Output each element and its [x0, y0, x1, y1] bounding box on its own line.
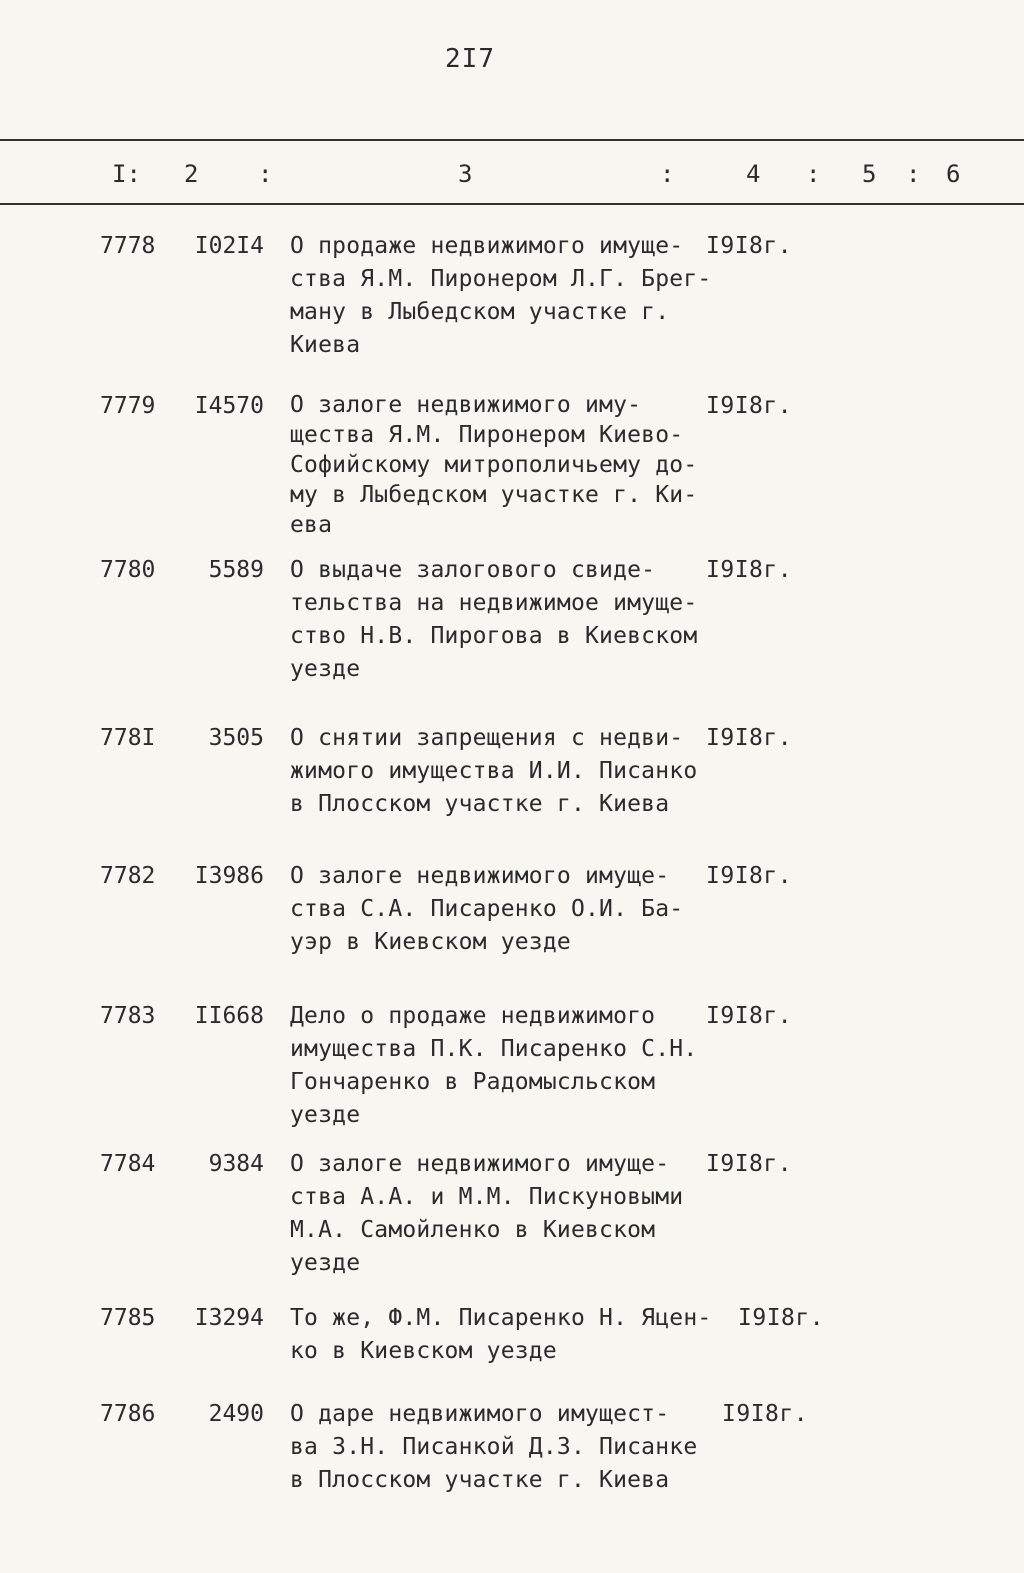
header-col5: 5: [862, 160, 877, 188]
entry-description: О даре недвижимого имущест- ва З.Н. Писанкой Д.З. Писанке в Плосском участке г. Киева: [290, 1401, 698, 1493]
entry-description: Дело о продаже недвижимого имущества П.К. Писаренко С.Н. Гончаренко в Радомысльском уезде: [290, 1003, 698, 1128]
entry-description: О выдаче залогового свиде- тельства на недвижимое имуще- ство Н.В. Пирогова в Киевском уезде: [290, 557, 698, 682]
header-sep2: :: [660, 160, 675, 188]
header-col4: 4: [746, 160, 761, 188]
entry-description: О снятии запрещения с недви- жимого имущества И.И. Писанко в Плосском участке г. Киева: [290, 725, 698, 817]
entry-description: О залоге недвижимого иму- щества Я.М. Пиронером Киево- Софийскому митрополичьему до- му в Лыбедском участке г. Ки- ева: [290, 392, 698, 538]
entry-code: 3505: [208, 725, 264, 751]
entry-code: I3294: [194, 1305, 264, 1331]
header-top-rule: [0, 139, 1024, 141]
entry-year: I9I8г.: [722, 1401, 809, 1427]
header-col2: 2: [184, 160, 199, 188]
entry-code: I4570: [194, 393, 264, 419]
header-col3: 3: [458, 160, 473, 188]
header-bottom-rule: [0, 203, 1024, 205]
header-sep1: :: [258, 160, 273, 188]
entry-year: I9I8г.: [706, 557, 793, 583]
table-header: [0, 160, 1024, 194]
entry-number: 7778: [100, 233, 156, 259]
entry-description: О продаже недвижимого имуще- ства Я.М. Пиронером Л.Г. Брег- ману в Лыбедском участке г. Киева: [290, 233, 712, 358]
entry-code: 5589: [208, 557, 264, 583]
entry-code: I02I4: [194, 233, 264, 259]
entry-code: 2490: [208, 1401, 264, 1427]
entry-code: 9384: [208, 1151, 264, 1177]
entry-year: I9I8г.: [706, 725, 793, 751]
entry-description: О залоге недвижимого имуще- ства А.А. и М.М. Пискуновыми М.А. Самойленко в Киевском уезде: [290, 1151, 684, 1276]
header-sep4: :: [906, 160, 921, 188]
entry-description: То же, Ф.М. Писаренко Н. Яцен- ко в Киевском уезде: [290, 1305, 712, 1364]
entry-number: 7780: [100, 557, 156, 583]
entry-year: I9I8г.: [738, 1305, 825, 1331]
entry-number: 778I: [100, 725, 156, 751]
entry-number: 7779: [100, 393, 156, 419]
entry-number: 7782: [100, 863, 156, 889]
header-col1: I:: [112, 160, 141, 188]
entry-year: I9I8г.: [706, 233, 793, 259]
entry-number: 7786: [100, 1401, 156, 1427]
entry-number: 7783: [100, 1003, 156, 1029]
entry-year: I9I8г.: [706, 1151, 793, 1177]
entry-year: I9I8г.: [706, 393, 793, 419]
header-sep3: :: [806, 160, 821, 188]
page-number: 2I7: [445, 44, 495, 74]
header-col6: 6: [946, 160, 961, 188]
entry-number: 7784: [100, 1151, 156, 1177]
entry-code: I3986: [194, 863, 264, 889]
entry-description: О залоге недвижимого имуще- ства С.А. Писаренко О.И. Ба- уэр в Киевском уезде: [290, 863, 684, 955]
entry-code: II668: [194, 1003, 264, 1029]
entry-year: I9I8г.: [706, 863, 793, 889]
entry-number: 7785: [100, 1305, 156, 1331]
entry-year: I9I8г.: [706, 1003, 793, 1029]
